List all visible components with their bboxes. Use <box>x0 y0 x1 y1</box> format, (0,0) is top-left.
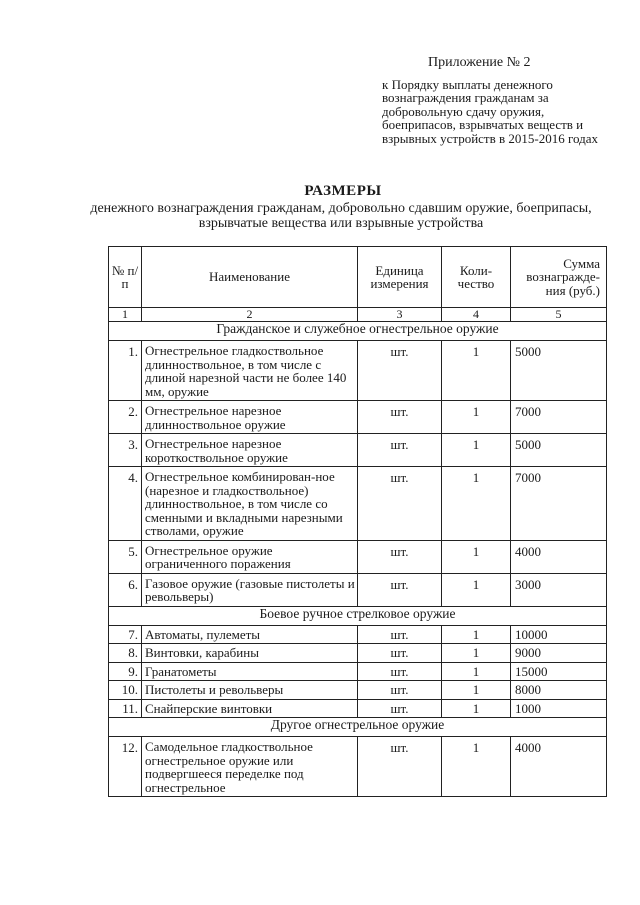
row-qty: 1 <box>442 625 511 644</box>
table-row <box>109 662 607 681</box>
table-row <box>109 699 607 718</box>
row-number: 3. <box>109 434 142 467</box>
header-name: Наименование <box>142 247 358 308</box>
document-subtitle: денежного вознаграждения гражданам, добровольно сдавшим оружие, боеприпасы, взрывчатые вещества или взрывные устройства <box>90 201 592 231</box>
col-number: 3 <box>358 308 442 322</box>
row-sum: 7000 <box>511 467 607 541</box>
column-number-row <box>109 308 607 322</box>
row-number: 8. <box>109 644 142 663</box>
row-sum: 5000 <box>511 341 607 401</box>
row-unit: шт. <box>358 573 442 606</box>
row-number: 7. <box>109 625 142 644</box>
row-name: Пистолеты и револьверы <box>142 681 358 700</box>
row-name: Газовое оружие (газовые пистолеты и револьверы) <box>142 573 358 606</box>
row-sum: 1000 <box>511 699 607 718</box>
row-unit: шт. <box>358 644 442 663</box>
row-number: 2. <box>109 401 142 434</box>
document-title: РАЗМЕРЫ <box>304 183 382 199</box>
table-row <box>109 573 607 606</box>
row-qty: 1 <box>442 662 511 681</box>
section-header-row <box>109 718 607 737</box>
row-number: 12. <box>109 737 142 797</box>
row-sum: 10000 <box>511 625 607 644</box>
header-sum: Сумма вознагражде-ния (руб.) <box>511 247 607 308</box>
table-row <box>109 434 607 467</box>
row-name: Огнестрельное оружие ограниченного поражения <box>142 540 358 573</box>
row-number: 6. <box>109 573 142 606</box>
section-header-row <box>109 322 607 341</box>
row-name: Винтовки, карабины <box>142 644 358 663</box>
row-unit: шт. <box>358 341 442 401</box>
row-sum: 7000 <box>511 401 607 434</box>
row-name: Огнестрельное комбинирован-ное (нарезное и гладкоствольное) длинноствольное, в том числе со сменными и вкладными нарезными стволами, оружие <box>142 467 358 541</box>
row-sum: 8000 <box>511 681 607 700</box>
header-unit: Единица измерения <box>358 247 442 308</box>
row-qty: 1 <box>442 467 511 541</box>
row-unit: шт. <box>358 401 442 434</box>
header-qty: Коли-чество <box>442 247 511 308</box>
table-header-row <box>109 247 607 308</box>
section-title: Боевое ручное стрелковое оружие <box>109 606 607 625</box>
row-unit: шт. <box>358 662 442 681</box>
row-number: 5. <box>109 540 142 573</box>
row-name: Гранатометы <box>142 662 358 681</box>
section-header-row <box>109 606 607 625</box>
header-num: № п/п <box>109 247 142 308</box>
appendix-block <box>382 56 602 145</box>
row-sum: 4000 <box>511 737 607 797</box>
rewards-table <box>108 246 607 797</box>
row-sum: 9000 <box>511 644 607 663</box>
table-row <box>109 644 607 663</box>
row-unit: шт. <box>358 699 442 718</box>
table-row <box>109 540 607 573</box>
col-number: 4 <box>442 308 511 322</box>
row-qty: 1 <box>442 573 511 606</box>
row-number: 1. <box>109 341 142 401</box>
section-title: Гражданское и служебное огнестрельное оружие <box>109 322 607 341</box>
table-row <box>109 681 607 700</box>
row-number: 4. <box>109 467 142 541</box>
col-number: 1 <box>109 308 142 322</box>
row-qty: 1 <box>442 341 511 401</box>
row-name: Огнестрельное нарезное короткоствольное оружие <box>142 434 358 467</box>
row-name: Огнестрельное нарезное длинноствольное оружие <box>142 401 358 434</box>
row-number: 9. <box>109 662 142 681</box>
col-number: 2 <box>142 308 358 322</box>
row-unit: шт. <box>358 625 442 644</box>
table-row <box>109 341 607 401</box>
table-row <box>109 625 607 644</box>
row-qty: 1 <box>442 540 511 573</box>
appendix-number: Приложение № 2 <box>428 55 531 70</box>
row-name: Огнестрельное гладкоствольное длинноствольное, в том числе с длиной нарезной части не более 140 мм, оружие <box>142 341 358 401</box>
row-sum: 4000 <box>511 540 607 573</box>
row-unit: шт. <box>358 681 442 700</box>
row-qty: 1 <box>442 401 511 434</box>
table-row <box>109 737 607 797</box>
row-qty: 1 <box>442 681 511 700</box>
row-name: Снайперские винтовки <box>142 699 358 718</box>
row-name: Автоматы, пулеметы <box>142 625 358 644</box>
table-row <box>109 467 607 541</box>
row-qty: 1 <box>442 434 511 467</box>
section-title: Другое огнестрельное оружие <box>109 718 607 737</box>
row-unit: шт. <box>358 434 442 467</box>
row-qty: 1 <box>442 737 511 797</box>
row-sum: 15000 <box>511 662 607 681</box>
row-qty: 1 <box>442 699 511 718</box>
row-number: 11. <box>109 699 142 718</box>
appendix-text: к Порядку выплаты денежного вознаграждения гражданам за добровольную сдачу оружия, боеприпасов, взрывчатых веществ и взрывных устройств в 2015-2016 годах <box>382 76 598 146</box>
row-name: Самодельное гладкоствольное огнестрельное оружие или подвергшееся переделке под огнестрельное <box>142 737 358 797</box>
row-sum: 5000 <box>511 434 607 467</box>
row-unit: шт. <box>358 467 442 541</box>
col-number: 5 <box>511 308 607 322</box>
row-number: 10. <box>109 681 142 700</box>
row-sum: 3000 <box>511 573 607 606</box>
row-qty: 1 <box>442 644 511 663</box>
table-row <box>109 401 607 434</box>
row-unit: шт. <box>358 737 442 797</box>
row-unit: шт. <box>358 540 442 573</box>
